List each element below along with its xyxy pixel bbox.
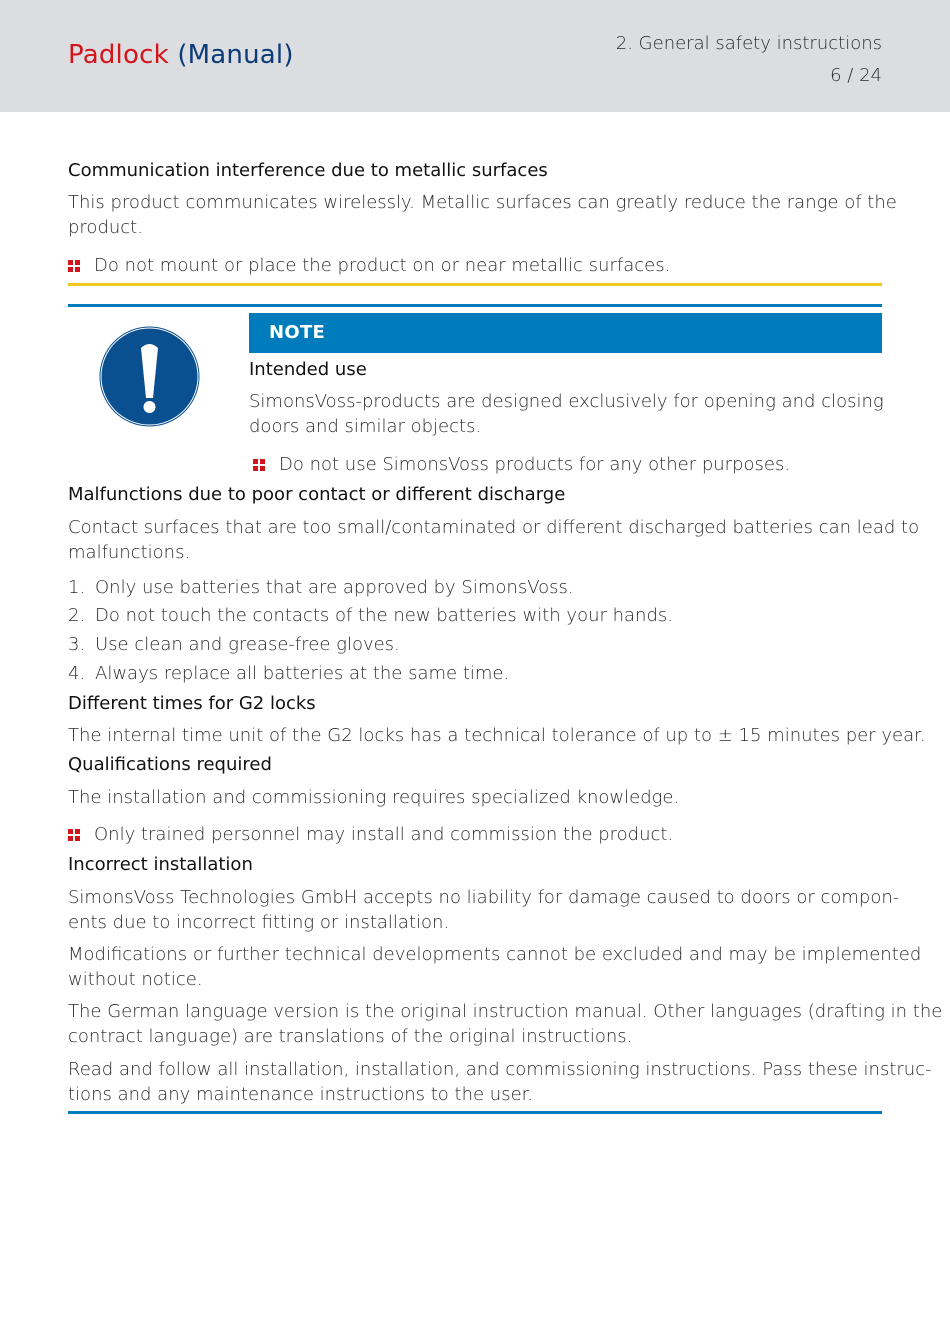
malfunction-text-line: malfunctions. [68, 542, 191, 563]
red-square-bullet-icon [68, 829, 80, 841]
note-text-line: doors and similar objects. [249, 416, 482, 437]
note-bullet [253, 454, 790, 475]
g2-text: The internal time unit of the G2 locks has a technical tolerance of up to ± 15 minutes per year. [68, 725, 926, 746]
list-item: 1. Only use batteries that are approved by SimonsVoss. [68, 577, 574, 598]
g2-heading: Different times for G2 locks [68, 693, 316, 714]
incorrect-paragraph: The German language version is the original instruction manual. Other languages (drafting in the contract language) are translations of the original instructions. [68, 1001, 943, 1047]
page-header [0, 0, 950, 112]
list-item: 4. Always replace all batteries at the same time. [68, 663, 510, 684]
metal-heading: Communication interference due to metallic surfaces [68, 160, 548, 181]
metal-text-line: product. [68, 217, 143, 238]
incorrect-paragraph: Modifications or further technical developments cannot be excluded and may be implemented without notice. [68, 944, 922, 990]
metal-bullet-text: Do not mount or place the product on or near metallic surfaces. [94, 255, 671, 276]
page-number: 6 / 24 [830, 65, 882, 86]
red-square-bullet-icon [68, 260, 80, 272]
qualifications-bullet-text: Only trained personnel may install and commission the product. [94, 824, 674, 845]
malfunction-text-line: Contact surfaces that are too small/contaminated or different discharged batteries can lead to [68, 517, 920, 538]
incorrect-paragraph: SimonsVoss Technologies GmbH accepts no liability for damage caused to doors or compon- ents due to incorrect fitting or installation. [68, 887, 900, 933]
metal-text [68, 190, 897, 240]
qualifications-bullet [68, 824, 673, 845]
title-manual: (Manual) [177, 40, 294, 70]
list-item: 3. Use clean and grease-free gloves. [68, 634, 400, 655]
qualifications-heading: Qualifications required [68, 754, 272, 775]
note-text-line: SimonsVoss-products are designed exclusively for opening and closing [249, 391, 884, 412]
warning-divider [68, 283, 882, 286]
header-meta [616, 28, 882, 92]
qualifications-text: The installation and commissioning requires specialized knowledge. [68, 787, 680, 808]
red-square-bullet-icon [253, 459, 265, 471]
metal-text-line: This product communicates wirelessly. Metallic surfaces can greatly reduce the range of the [68, 192, 897, 213]
note-label: NOTE [269, 322, 326, 343]
note-bottom-divider [68, 1111, 882, 1114]
section-title: 2. General safety instructions [615, 33, 882, 54]
metal-bullet [68, 255, 670, 276]
list-item: 2. Do not touch the contacts of the new batteries with your hands. [68, 605, 673, 626]
note-top-divider [68, 304, 882, 307]
incorrect-paragraph: Read and follow all installation, installation, and commissioning instructions. Pass these instruc- tions and any maintenance instructions to the user. [68, 1059, 932, 1105]
incorrect-heading: Incorrect installation [68, 854, 253, 875]
document-title [68, 40, 294, 70]
title-product: Padlock [68, 40, 169, 70]
malfunction-text [68, 515, 920, 565]
note-text [249, 389, 882, 439]
note-heading: Intended use [249, 359, 367, 380]
exclamation-mandatory-icon [99, 326, 200, 427]
note-bullet-text: Do not use SimonsVoss products for any other purposes. [279, 454, 791, 475]
malfunction-heading: Malfunctions due to poor contact or different discharge [68, 484, 566, 505]
note-band [249, 313, 882, 353]
